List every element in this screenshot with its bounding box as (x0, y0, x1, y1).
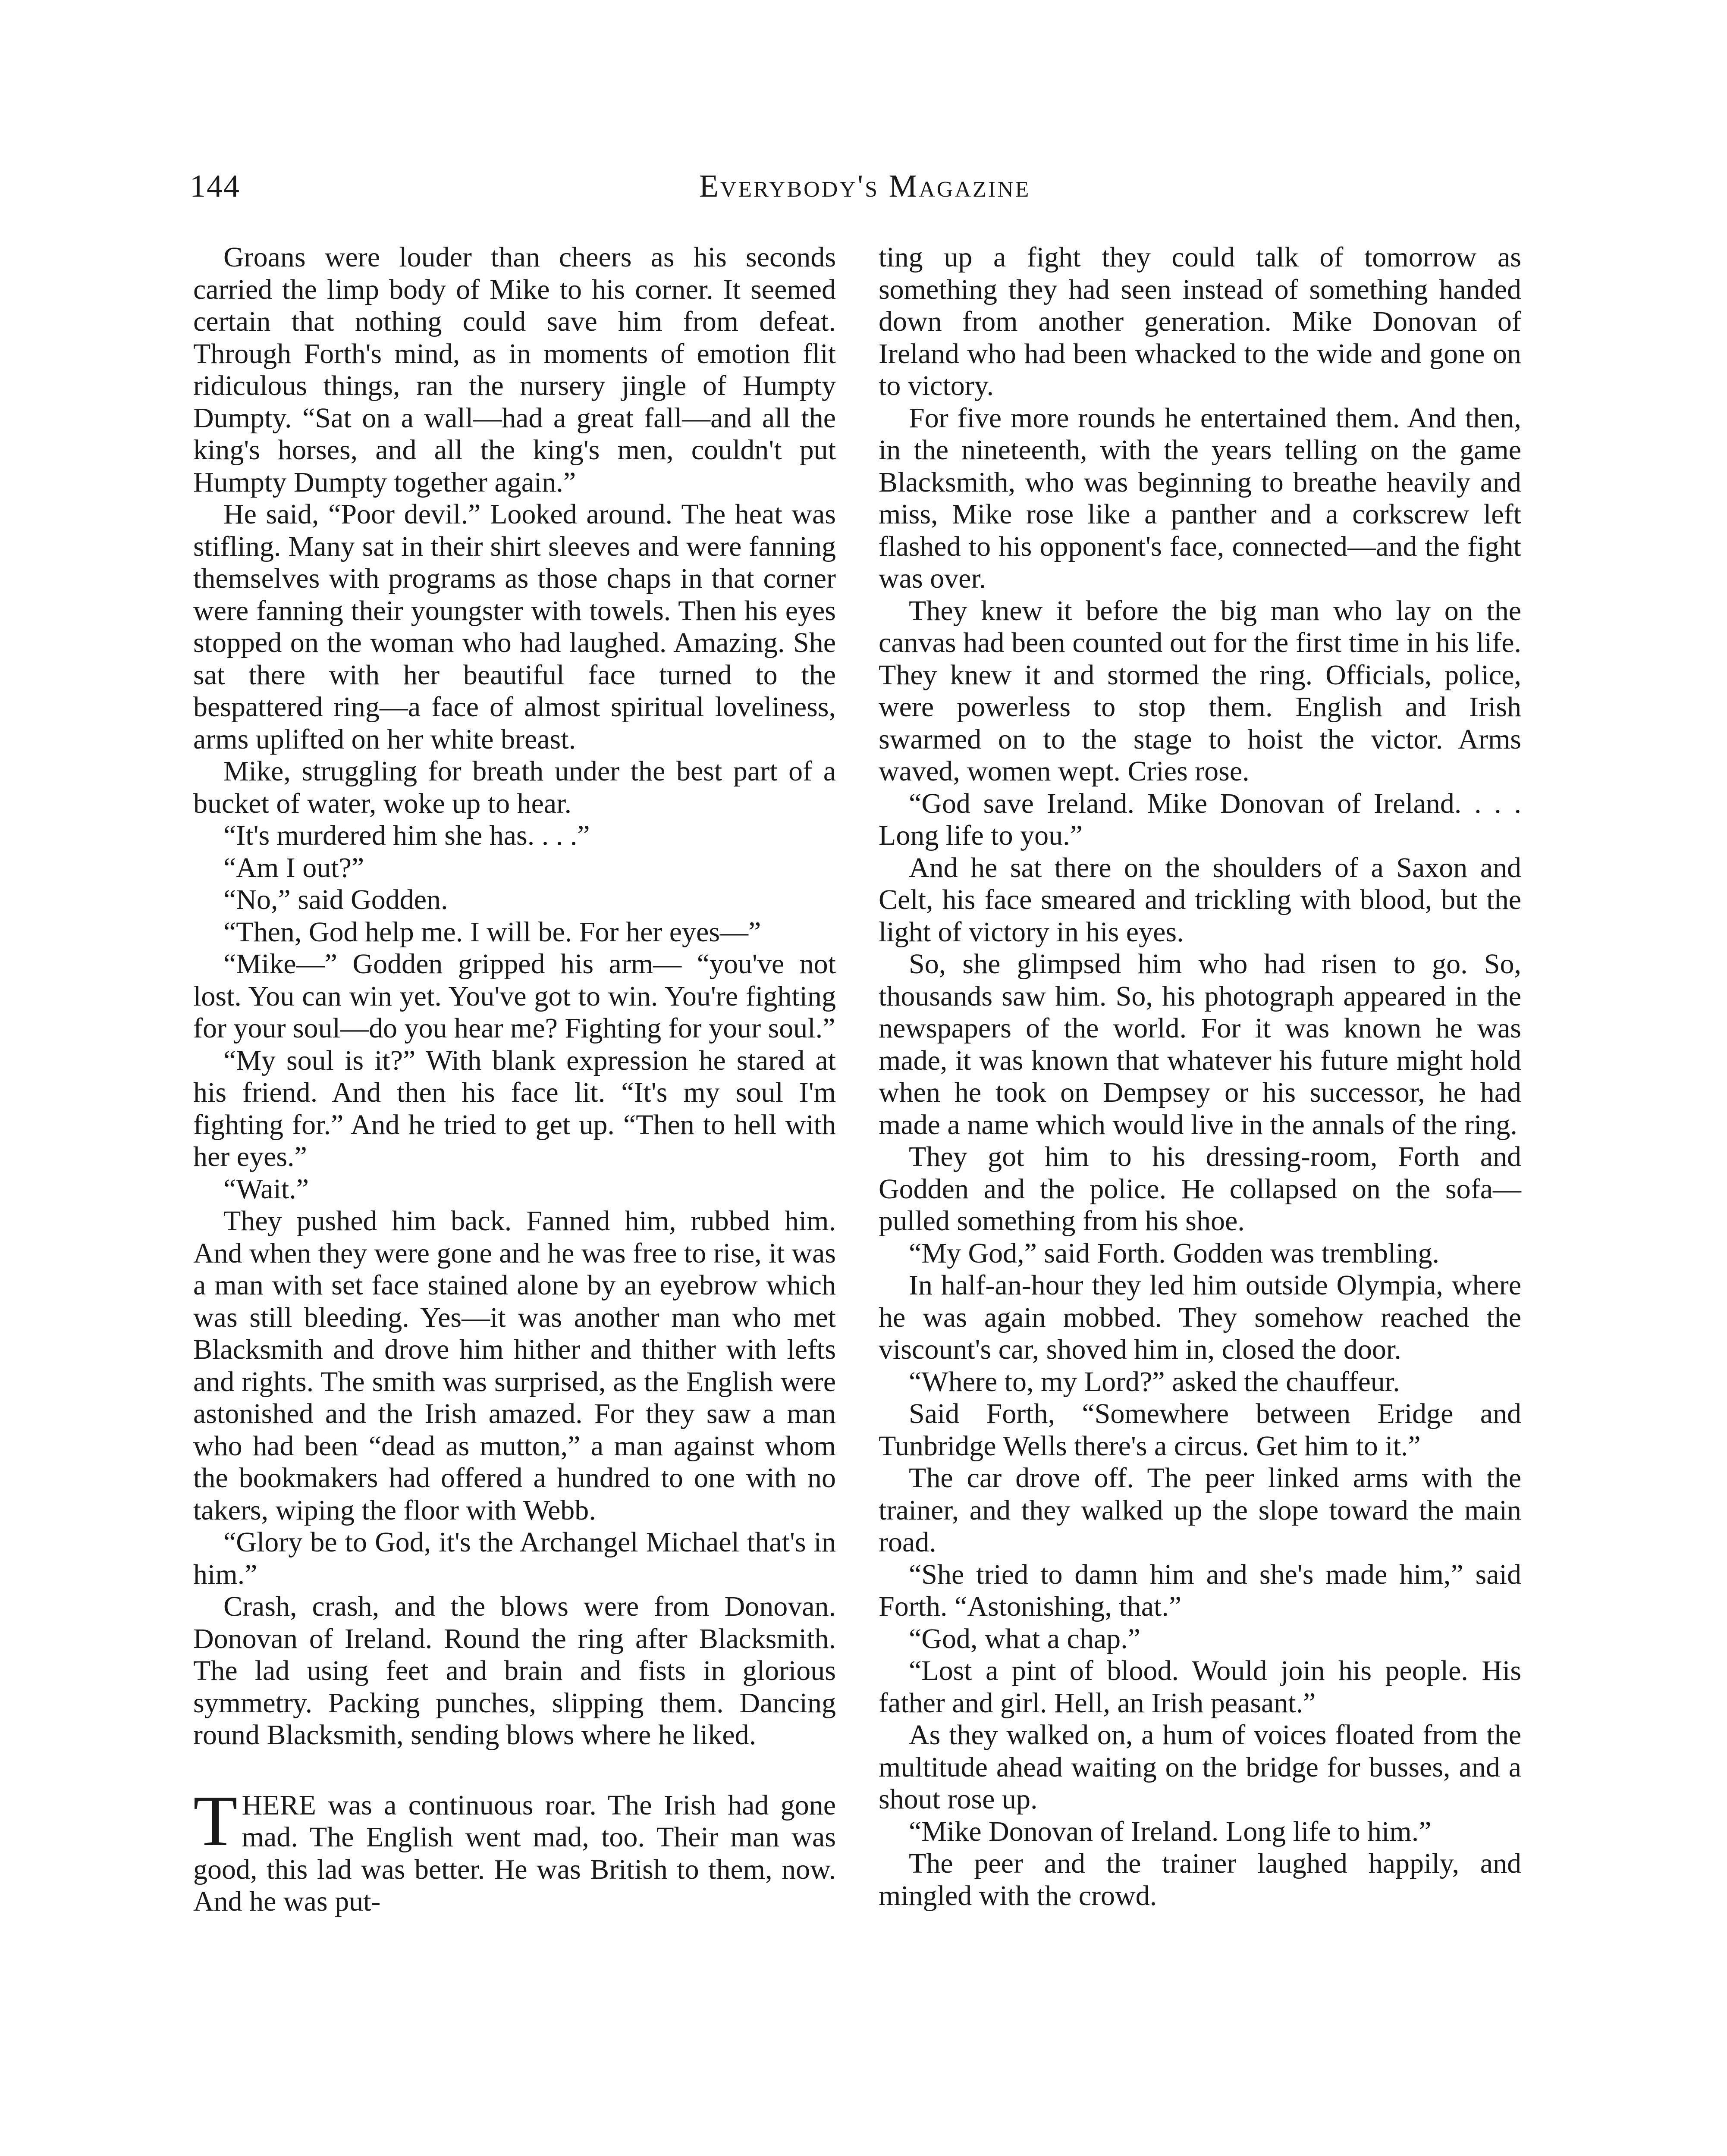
paragraph: “God save Ireland. Mike Donovan of Ireland. . . . Long life to you.” (879, 787, 1521, 851)
text-column-right (879, 241, 1521, 1912)
paragraph: “It's murdered him she has. . . .” (223, 820, 590, 851)
paragraph: “Lost a pint of blood. Would join his people. His father and girl. Hell, an Irish peasant.” (879, 1655, 1521, 1719)
paragraph-continuation: ting up a fight they could talk of tomorrow as something they had seen instead of something handed down from another generation. Mike Donovan of Ireland who had been whacked to the wide and gone on to victory. (879, 241, 1521, 401)
paragraph: “Glory be to God, it's the Archangel Michael that's in him.” (193, 1526, 836, 1590)
paragraph: “She tried to damn him and she's made him,” said Forth. “Astonishing, that.” (879, 1558, 1521, 1622)
paragraph: So, she glimpsed him who had risen to go. So, thousands saw him. So, his photograph appeared in the newspapers of the world. For it was known he was made, it was known that whatever his future might hold when he took on Dempsey or his successor, he had made a name which would live in the annals of the ring. (879, 948, 1521, 1141)
paragraph: “Mike Donovan of Ireland. Long life to him.” (909, 1815, 1432, 1847)
drop-cap: T (193, 1780, 238, 1861)
paragraph: Said Forth, “Somewhere between Eridge and Tunbridge Wells there's a circus. Get him to it.” (879, 1398, 1521, 1462)
text-column-left (193, 241, 836, 1918)
running-title: Everybody's Magazine (699, 169, 1031, 204)
paragraph: The peer and the trainer laughed happily, and mingled with the crowd. (879, 1848, 1521, 1912)
paragraph: “Where to, my Lord?” asked the chauffeur. (909, 1366, 1400, 1398)
page-number: 144 (190, 169, 240, 204)
paragraph: The car drove off. The peer linked arms with the trainer, and they walked up the slope toward the main road. (879, 1462, 1521, 1558)
paragraph: “My soul is it?” With blank expression he stared at his friend. And then his face lit. “It's my soul I'm fighting for.” And he tried to get up. “Then to hell with her eyes.” (193, 1044, 836, 1172)
paragraph: And he sat there on the shoulders of a Saxon and Celt, his face smeared and trickling with blood, but the light of victory in his eyes. (879, 852, 1521, 948)
paragraph: He said, “Poor devil.” Looked around. The heat was stifling. Many sat in their shirt sleeves and were fanning themselves with programs as those chaps in that corner were fanning their youngster with towels. Then his eyes stopped on the woman who had laughed. Amazing. She sat there with her beautiful face turned to the bespattered ring—a face of almost spiritual loveliness, arms uplifted on her white breast. (193, 498, 836, 755)
paragraph: As they walked on, a hum of voices floated from the multitude ahead waiting on the bridge for busses, and a shout rose up. (879, 1719, 1521, 1815)
paragraph: Mike, struggling for breath under the best part of a bucket of water, woke up to hear. (193, 755, 836, 819)
paragraph: They knew it before the big man who lay on the canvas had been counted out for the first time in his life. They knew it and stormed the ring. Officials, police, were powerless to stop them. English and Irish swarmed on to the stage to hoist the victor. Arms waved, women wept. Cries rose. (879, 595, 1521, 787)
paragraph: “Am I out?” (223, 852, 364, 884)
paragraph: Crash, crash, and the blows were from Donovan. Donovan of Ireland. Round the ring after Blacksmith. The lad using feet and brain and fists in glorious symmetry. Packing punches, slipping them. Dancing round Blacksmith, sending blows where he liked. (193, 1591, 836, 1751)
section-opening-paragraph (193, 1780, 836, 1918)
paragraph: “No,” said Godden. (223, 884, 448, 915)
paragraph: “Then, God help me. I will be. For her eyes—” (223, 916, 761, 948)
paragraph: “Wait.” (223, 1173, 309, 1205)
paragraph: “God, what a chap.” (909, 1623, 1140, 1655)
paragraph: “My God,” said Forth. Godden was trembling. (909, 1237, 1439, 1269)
section-opening-text: HERE was a continuous roar. The Irish had gone mad. The English went mad, too. Their man was good, this lad was better. He was British to them, now. And he was put- (193, 1789, 836, 1917)
paragraph: For five more rounds he entertained them. And then, in the nineteenth, with the years telling on the game Blacksmith, who was beginning to breathe heavily and miss, Mike rose like a panther and a corkscrew left flashed to his opponent's face, connected—and the fight was over. (879, 402, 1521, 594)
paragraph: They pushed him back. Fanned him, rubbed him. And when they were gone and he was free to rise, it was a man with set face stained alone by an eyebrow which was still bleeding. Yes—it was another man who met Blacksmith and drove him hither and thither with lefts and rights. The smith was surprised, as the English were astonished and the Irish amazed. For they saw a man who had been “dead as mutton,” a man against whom the bookmakers had offered a hundred to one with no takers, wiping the floor with Webb. (193, 1205, 836, 1526)
paragraph: In half-an-hour they led him outside Olympia, where he was again mobbed. They somehow reached the viscount's car, shoved him in, closed the door. (879, 1269, 1521, 1365)
paragraph: They got him to his dressing-room, Forth and Godden and the police. He collapsed on the sofa—pulled something from his shoe. (879, 1141, 1521, 1237)
paragraph: “Mike—” Godden gripped his arm— “you've not lost. You can win yet. You've got to win. You're fighting for your soul—do you hear me? Fighting for your soul.” (193, 948, 836, 1044)
paragraph: Groans were louder than cheers as his seconds carried the limp body of Mike to his corner. It seemed certain that nothing could save him from defeat. Through Forth's mind, as in moments of emotion flit ridiculous things, ran the nursery jingle of Humpty Dumpty. “Sat on a wall—had a great fall—and all the king's horses, and all the king's men, couldn't put Humpty Dumpty together again.” (193, 241, 836, 498)
page-header (190, 168, 1540, 220)
